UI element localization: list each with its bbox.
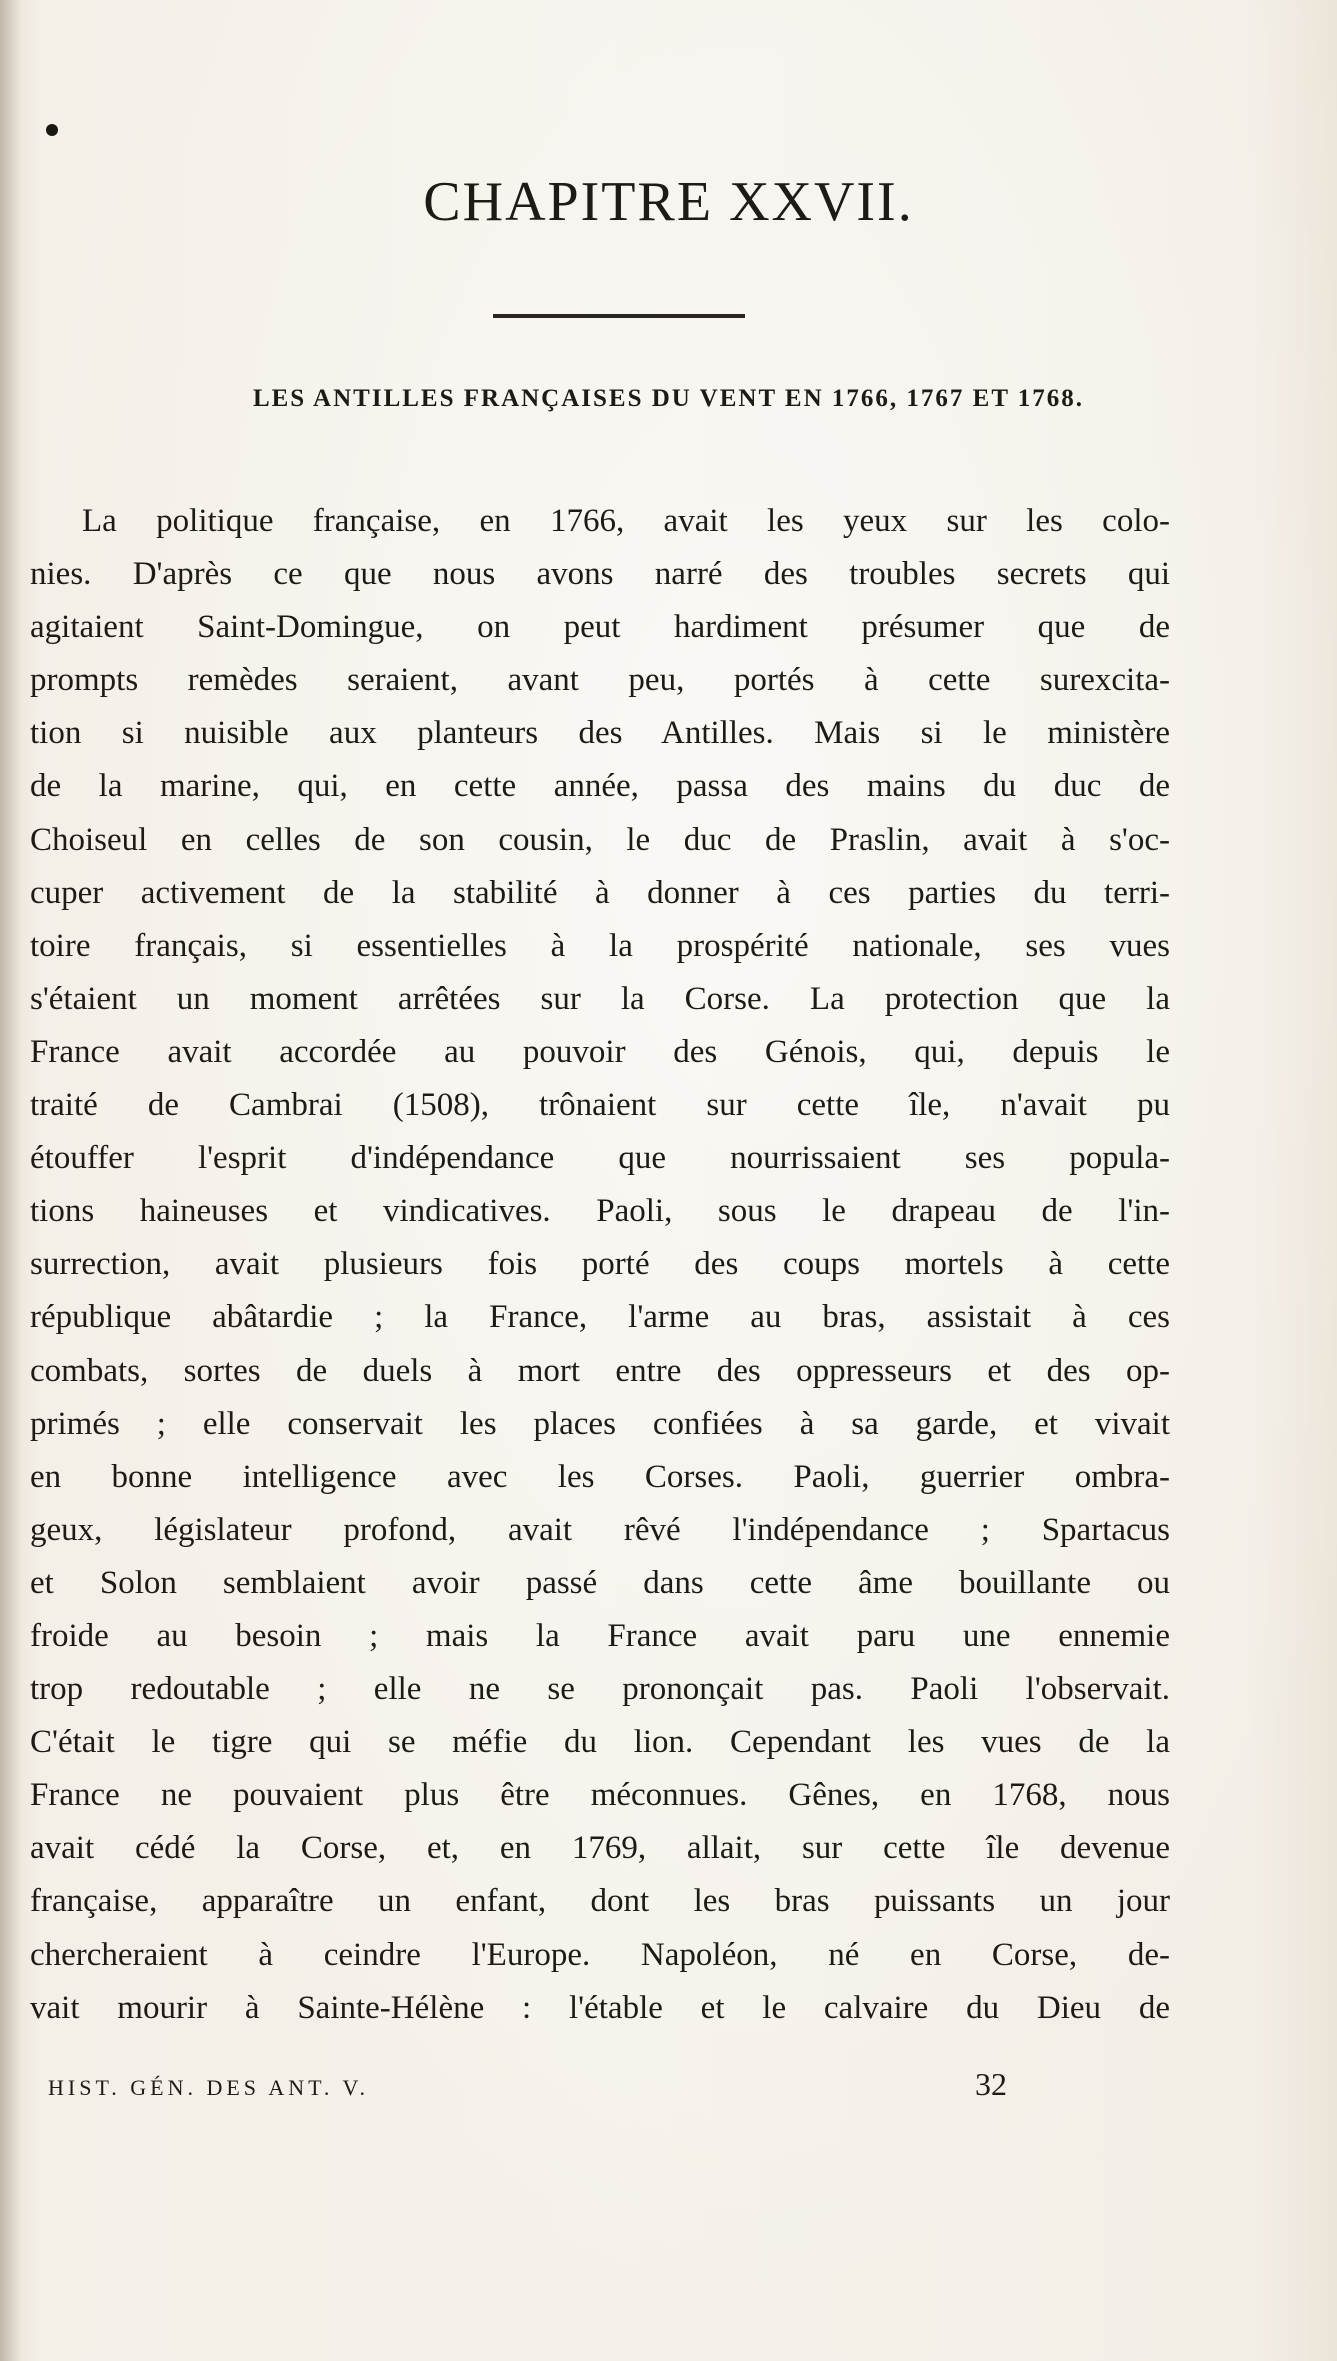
binding-shadow bbox=[0, 0, 22, 2361]
text-line: toire français, si essentielles à la prospérité nationale, ses vues bbox=[30, 927, 1170, 964]
text-line: cuper activement de la stabilité à donner à ces parties du terri- bbox=[30, 874, 1170, 911]
body-text bbox=[30, 495, 1170, 2035]
text-line: chercheraient à ceindre l'Europe. Napoléon, né en Corse, de- bbox=[30, 1936, 1170, 1973]
chapter-subtitle: LES ANTILLES FRANÇAISES DU VENT EN 1766, 1767 ET 1768. bbox=[252, 385, 1085, 412]
text-line: et Solon semblaient avoir passé dans cette âme bouillante ou bbox=[30, 1564, 1170, 1601]
text-line: trop redoutable ; elle ne se prononçait pas. Paoli l'observait. bbox=[30, 1671, 1170, 1708]
text-line: s'étaient un moment arrêtées sur la Corse. La protection que la bbox=[30, 980, 1170, 1017]
text-line: française, apparaître un enfant, dont les bras puissants un jour bbox=[30, 1883, 1170, 1920]
running-footer: HIST. GÉN. DES ANT. V. bbox=[48, 2075, 370, 2100]
text-line: tion si nuisible aux planteurs des Antilles. Mais si le ministère bbox=[30, 715, 1170, 752]
text-line: république abâtardie ; la France, l'arme au bras, assistait à ces bbox=[30, 1299, 1170, 1336]
text-line: en bonne intelligence avec les Corses. Paoli, guerrier ombra- bbox=[30, 1458, 1170, 1495]
text-line: France avait accordée au pouvoir des Génois, qui, depuis le bbox=[30, 1033, 1170, 1070]
text-line: agitaient Saint-Domingue, on peut hardiment présumer que de bbox=[30, 609, 1170, 646]
text-line: surrection, avait plusieurs fois porté des coups mortels à cette bbox=[30, 1246, 1170, 1283]
text-line: combats, sortes de duels à mort entre des oppresseurs et des op- bbox=[30, 1352, 1170, 1389]
text-line: Choiseul en celles de son cousin, le duc de Praslin, avait à s'oc- bbox=[30, 821, 1170, 858]
text-line: tions haineuses et vindicatives. Paoli, sous le drapeau de l'in- bbox=[30, 1193, 1170, 1230]
text-line: France ne pouvaient plus être méconnues. Gênes, en 1768, nous bbox=[30, 1777, 1170, 1814]
text-line: La politique française, en 1766, avait les yeux sur les colo- bbox=[82, 503, 1170, 539]
text-line: C'était le tigre qui se méfie du lion. Cependant les vues de la bbox=[30, 1724, 1170, 1761]
text-line: geux, législateur profond, avait rêvé l'indépendance ; Spartacus bbox=[30, 1511, 1170, 1548]
text-line: étouffer l'esprit d'indépendance que nourrissaient ses popula- bbox=[30, 1140, 1170, 1177]
page-number: 32 bbox=[975, 2066, 1007, 2102]
text-line: nies. D'après ce que nous avons narré des troubles secrets qui bbox=[30, 556, 1170, 593]
text-line: traité de Cambrai (1508), trônaient sur cette île, n'avait pu bbox=[30, 1087, 1170, 1124]
text-line: primés ; elle conservait les places confiées à sa garde, et vivait bbox=[30, 1405, 1170, 1442]
chapter-title: CHAPITRE XXVII. bbox=[423, 171, 914, 233]
text-line: prompts remèdes seraient, avant peu, portés à cette surexcita- bbox=[30, 662, 1170, 699]
text-line: froide au besoin ; mais la France avait paru une ennemie bbox=[30, 1617, 1170, 1654]
title-rule bbox=[493, 314, 745, 318]
text-line: vait mourir à Sainte-Hélène : l'étable et le calvaire du Dieu de bbox=[30, 1989, 1170, 2026]
text-line: de la marine, qui, en cette année, passa des mains du duc de bbox=[30, 768, 1170, 805]
text-line: avait cédé la Corse, et, en 1769, allait, sur cette île devenue bbox=[30, 1830, 1170, 1867]
ink-spot bbox=[46, 124, 58, 136]
